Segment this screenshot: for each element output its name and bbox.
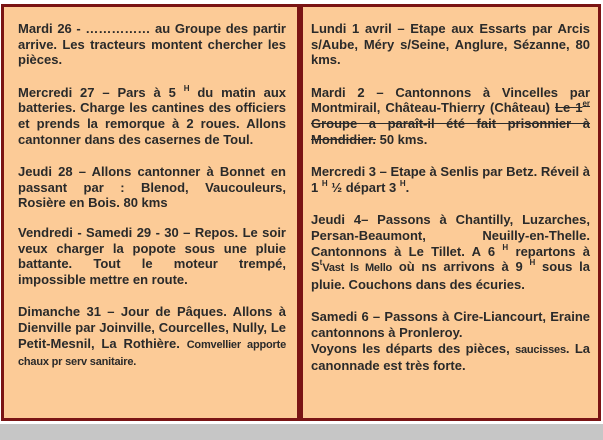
right-column (303, 7, 598, 418)
entry-text: Mardi 2 – Cantonnons à Vincelles par Montmirail, Château-Thierry (Château) (311, 84, 590, 116)
entry-text: . (405, 179, 410, 195)
struck-text-part: Le 1 (555, 100, 583, 116)
entry-text: Vendredi - Samedi 29 - 30 – Repos. Le soir veux charger la popote sous une pluie battante. Tout le moteur trempé, impossible mettre en route. (18, 224, 286, 287)
superscript-ordinal: er (582, 99, 590, 109)
place-name-small: Vast ls Mello (322, 262, 393, 275)
superscript-hour: H (183, 83, 190, 93)
entry-text: 50 kms. (376, 131, 428, 147)
entry-text: repartons à S (311, 243, 590, 275)
entry-text: ½ départ 3 (327, 179, 400, 195)
entry-jeudi-28 (18, 164, 286, 211)
entry-text: Jeudi 4– Passons à Chantilly, Luzarches, Persan-Beaumont, Neuilly-en-Thelle. Cantonnons à Le Tillet. A 6 (311, 212, 590, 259)
entry-mardi-2 (311, 85, 590, 147)
entry-text: Mardi 26 - …………… au Groupe des partir arrive. Les tracteurs montent chercher les pièces. (18, 21, 286, 68)
entry-text: où ns arrivons à 9 (392, 259, 530, 275)
entry-text: Voyons les départs des pièces, (311, 340, 516, 356)
superscript-hour: H (529, 258, 536, 268)
entry-text: du matin aux batteries. Charge les cantines des officiers et prends la remorque à 2 roues. Allons cantonner dans des casernes de Toul. (18, 84, 286, 147)
superscript-hour: H (321, 178, 328, 188)
superscript-hour: H (399, 178, 406, 188)
struck-text-part: Groupe a paraît-il été fait prisonnier à Mondidier. (311, 115, 590, 147)
entry-mercredi-3 (311, 164, 590, 195)
entry-dimanche-31 (18, 304, 286, 370)
entry-text: Dimanche 31 – Jour de Pâques. Allons à Dienville par Joinville, Courcelles, Nully, Le Petit-Mesnil, La Rothière. (18, 304, 286, 351)
entry-text: . La canonnade est très forte. (311, 340, 590, 374)
entry-text: Mercredi 27 – Pars à 5 (18, 84, 184, 100)
entry-mercredi-27 (18, 85, 286, 147)
entry-text: Mercredi 3 – Etape à Senlis par Betz. Réveil à 1 (311, 164, 590, 195)
entry-lundi-1-avril (311, 21, 590, 68)
entry-text: sous la pluie. Couchons dans des écuries. (311, 259, 590, 292)
diary-sheet (1, 4, 601, 421)
entry-jeudi-4 (311, 212, 590, 292)
entry-text: Jeudi 28 – Allons cantonner à Bonnet en passant par : Blenod, Vaucouleurs, Rosière en Bois. 80 kms (18, 164, 286, 211)
superscript-hour: H (502, 242, 509, 252)
superscript-abbrev: t (319, 258, 323, 268)
entry-word-small: saucisses (515, 343, 566, 356)
entry-mardi-26 (18, 21, 286, 68)
entry-text: Samedi 6 – Passons à Cire-Liancourt, Eraine cantonnons à Pronleroy. (311, 309, 590, 340)
entry-text: Lundi 1 avril – Etape aux Essarts par Arcis s/Aube, Méry s/Seine, Anglure, Sézanne, 80 kms. (311, 21, 590, 68)
entry-vendredi-samedi-29-30 (18, 225, 286, 287)
entry-samedi-6 (311, 309, 590, 373)
left-column (4, 7, 297, 418)
entry-note-small: Comvellier apporte chaux pr serv sanitaire. (18, 338, 286, 369)
